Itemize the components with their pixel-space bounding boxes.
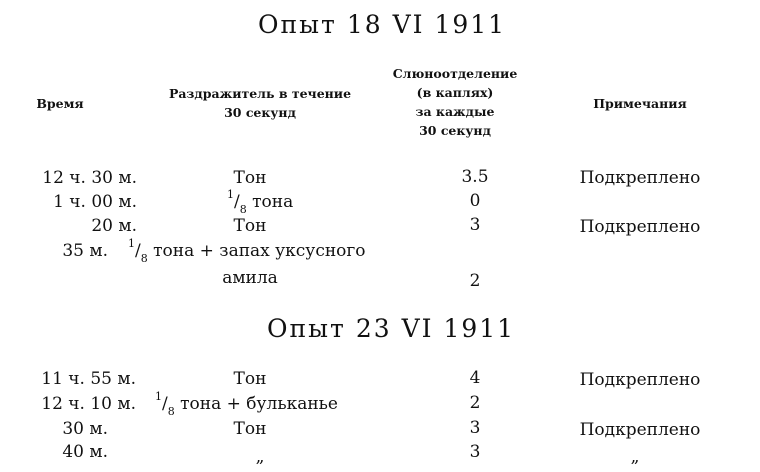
header-saliva-line3: за каждые	[415, 104, 495, 119]
table-row-time: 35 м.	[62, 241, 108, 261]
header-stimulus-line1: Раздражитель в течение	[168, 86, 352, 101]
table-row-stimulus-continued: амила	[222, 268, 278, 288]
experiment-2-title: Опыт 23 VI 1911	[267, 314, 516, 343]
table-row-saliva: 2	[469, 271, 481, 291]
table-row-time: 11 ч. 55 м.	[41, 369, 136, 389]
table-row-note: Подкреплено	[579, 168, 701, 188]
table-row-time: 30 м.	[62, 419, 108, 439]
header-stimulus	[140, 84, 380, 122]
fraction-numerator: 1	[128, 237, 135, 251]
stimulus-text: тона	[252, 192, 294, 212]
table-row-saliva: 0	[469, 191, 481, 211]
table-row-time: 40 м.	[62, 442, 108, 462]
table-row-saliva: 3	[469, 442, 481, 462]
table-row-time: 12 ч. 10 м.	[41, 394, 136, 414]
table-row-time: 1 ч. 00 м.	[53, 192, 137, 212]
table-row-saliva: 2	[469, 393, 481, 413]
table-row-stimulus: „	[255, 447, 265, 467]
header-notes: Примечания	[593, 96, 687, 111]
fraction-denominator: 8	[140, 252, 148, 266]
table-row-note: „	[630, 447, 640, 467]
table-row-stimulus: $^1/_8$ тона + запах уксусного	[128, 237, 366, 266]
table-row-saliva: 3	[469, 215, 481, 235]
table-row-saliva: 3	[469, 418, 481, 438]
fraction-denominator: 8	[167, 405, 175, 419]
fraction-denominator: 8	[239, 203, 247, 217]
table-row-stimulus: $^1/_8$ тона + бульканье	[155, 390, 338, 419]
stimulus-text: тона + запах уксусного	[153, 241, 366, 261]
header-saliva-line1: Слюноотделение	[392, 66, 518, 81]
table-row-time: 20 м.	[91, 216, 137, 236]
table-row-note: Подкреплено	[579, 370, 701, 390]
table-row-time: 12 ч. 30 м.	[42, 168, 137, 188]
header-saliva	[380, 64, 530, 140]
table-row-saliva: 3.5	[461, 167, 489, 187]
header-saliva-line4: 30 секунд	[419, 123, 491, 138]
table-row-stimulus: Тон	[233, 216, 267, 236]
table-row-saliva: 4	[469, 368, 481, 388]
table-row-stimulus: Тон	[233, 419, 267, 439]
table-row-note: Подкреплено	[579, 420, 701, 440]
fraction-numerator: 1	[155, 390, 162, 404]
header-saliva-line2: (в каплях)	[416, 85, 494, 100]
experiment-1-title: Опыт 18 VI 1911	[258, 10, 507, 39]
fraction-numerator: 1	[227, 188, 234, 202]
header-stimulus-line2: 30 секунд	[224, 105, 296, 120]
table-row-stimulus: $^1/_8$ тона	[227, 188, 294, 217]
stimulus-text: тона + бульканье	[180, 394, 338, 414]
header-time: Время	[36, 96, 84, 111]
table-row-stimulus: Тон	[233, 369, 267, 389]
table-row-note: Подкреплено	[579, 217, 701, 237]
table-row-stimulus: Тон	[233, 168, 267, 188]
